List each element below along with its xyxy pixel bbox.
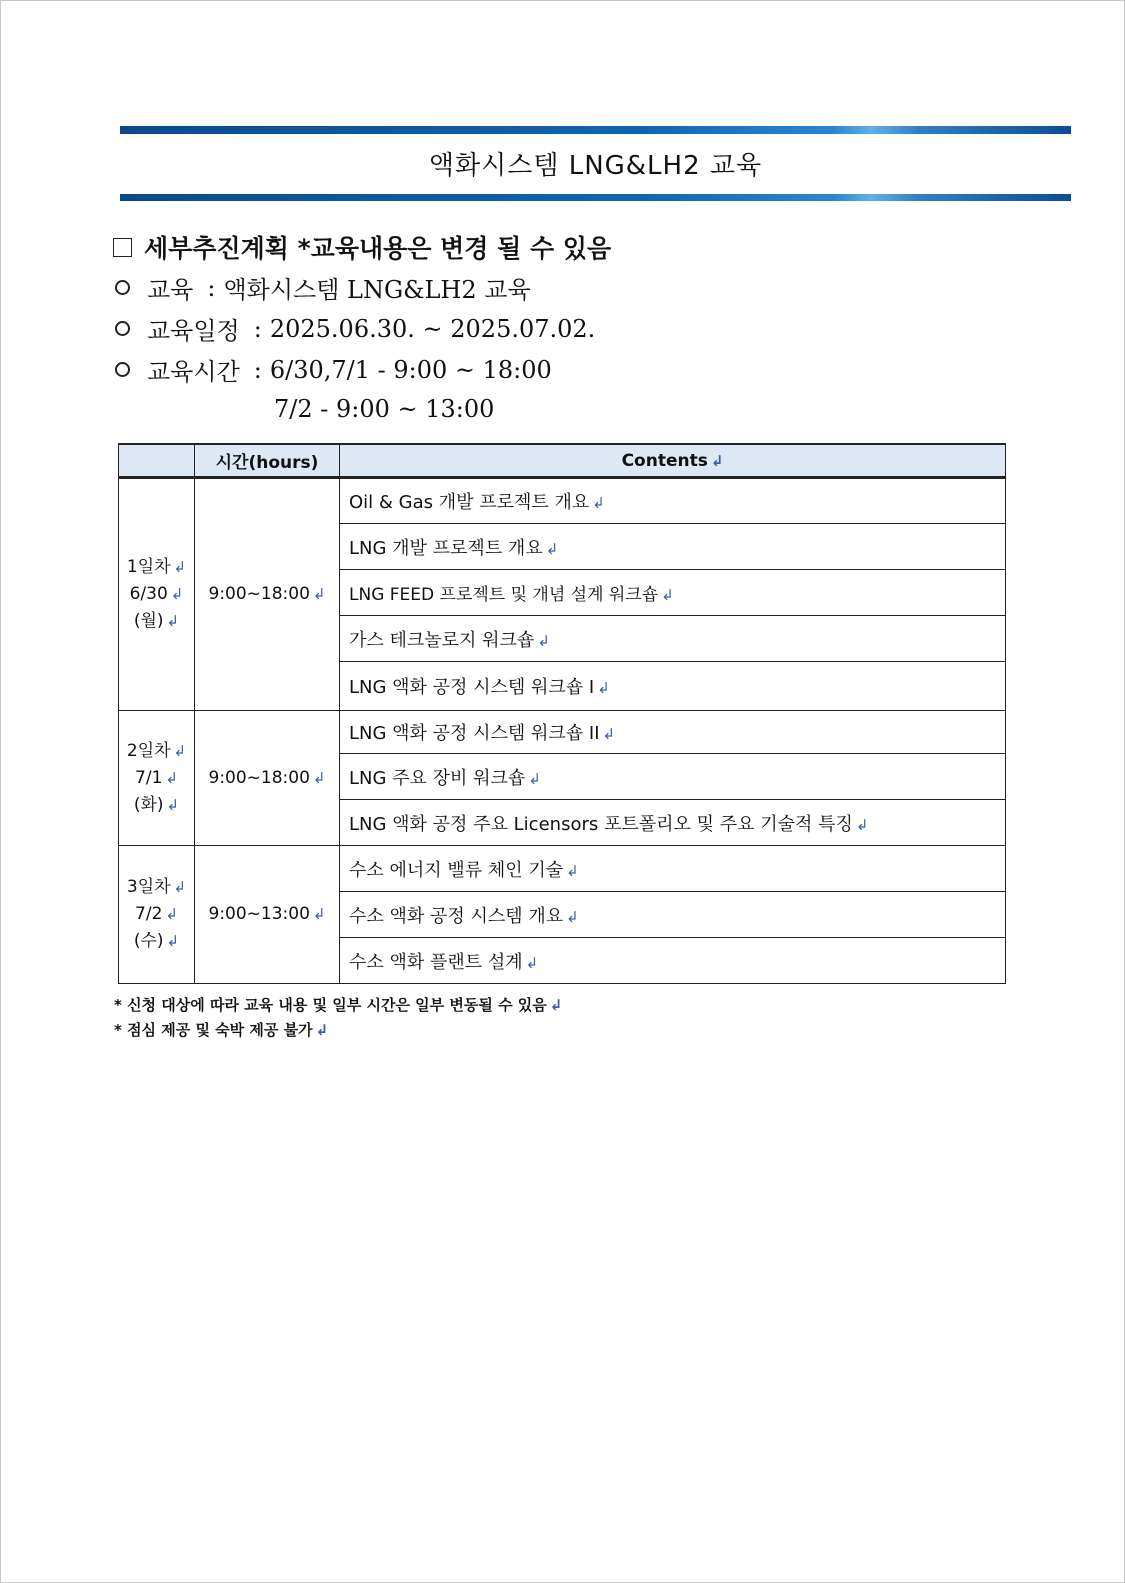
info-value: 6/30,7/1 - 9:00 ~ 18:00 — [269, 355, 552, 384]
checkbox-icon — [113, 238, 132, 257]
return-mark-icon: ↲ — [855, 815, 869, 834]
bullet-circle-icon — [115, 321, 130, 336]
time-range: 9:00~18:00 — [208, 584, 310, 604]
header-contents — [340, 444, 1006, 478]
info-label: 교육일정 — [147, 317, 240, 345]
return-mark-icon: ↲ — [710, 451, 724, 470]
return-mark-icon: ↲ — [592, 494, 605, 512]
info-separator: : — [253, 355, 262, 384]
time-cell — [195, 711, 340, 846]
content-cell — [340, 754, 1006, 800]
section-heading — [113, 229, 611, 265]
table-row — [119, 711, 1006, 754]
return-mark-icon: ↲ — [165, 905, 178, 923]
note-line — [114, 994, 562, 1015]
day-label: 3일차 — [126, 877, 171, 897]
bullet-circle-icon — [115, 362, 130, 377]
info-label: 교육 — [147, 276, 194, 304]
content-text: LNG 개발 프로젝트 개요 — [349, 537, 543, 559]
return-mark-icon: ↲ — [566, 907, 579, 926]
info-label: 교육시간 — [147, 358, 240, 386]
table-row — [119, 478, 1006, 524]
header-contents-label: Contents — [621, 450, 708, 471]
day-weekday: (화) — [133, 794, 164, 815]
day-cell — [119, 478, 195, 711]
info-line-hours-extra: 7/2 - 9:00 ~ 13:00 — [274, 395, 495, 423]
content-cell — [340, 616, 1006, 662]
info-line-course — [113, 270, 531, 305]
header-day — [119, 444, 195, 478]
header-time-label: 시간(hours) — [215, 453, 319, 473]
document-title: 액화시스템 LNG&LH2 교육 — [428, 151, 763, 181]
return-mark-icon: ↲ — [166, 932, 180, 950]
content-text: Oil & Gas 개발 프로젝트 개요 — [349, 492, 590, 513]
return-mark-icon: ↲ — [661, 586, 674, 604]
day-cell — [119, 711, 195, 846]
content-cell — [340, 478, 1006, 524]
day-date: 7/2 — [135, 904, 163, 924]
content-cell — [340, 570, 1006, 616]
schedule-table — [118, 443, 1006, 984]
content-text: LNG 주요 장비 워크숍 — [349, 767, 526, 789]
return-mark-icon: ↲ — [165, 768, 178, 787]
return-mark-icon: ↲ — [602, 725, 616, 743]
day-date: 6/30 — [129, 584, 168, 604]
time-range: 9:00~13:00 — [208, 904, 310, 924]
return-mark-icon: ↲ — [545, 539, 559, 558]
bullet-circle-icon — [115, 280, 130, 295]
content-text: 수소 액화 공정 시스템 개요 — [349, 905, 564, 927]
content-cell — [340, 662, 1006, 711]
return-mark-icon: ↲ — [525, 953, 539, 972]
return-mark-icon: ↲ — [312, 585, 326, 603]
return-mark-icon: ↲ — [166, 795, 180, 814]
day-label: 2일차 — [126, 740, 171, 761]
section-heading-text: 세부추진계획 *교육내용은 변경 될 수 있음 — [144, 234, 612, 263]
table-row — [119, 846, 1006, 892]
content-text: LNG 액화 공정 시스템 워크숍 II — [349, 723, 600, 744]
note-line — [114, 1019, 328, 1040]
return-mark-icon: ↲ — [315, 1021, 329, 1039]
info-separator: : — [207, 273, 216, 302]
return-mark-icon: ↲ — [173, 741, 187, 760]
return-mark-icon: ↲ — [549, 996, 563, 1014]
title-band-top — [120, 126, 1071, 134]
info-line-schedule — [113, 311, 595, 346]
day-weekday: (월) — [133, 611, 164, 631]
day-date: 7/1 — [135, 767, 163, 788]
time-cell — [195, 846, 340, 984]
content-cell — [340, 800, 1006, 846]
time-cell — [195, 478, 340, 711]
return-mark-icon: ↲ — [312, 768, 326, 787]
table-header-row — [119, 444, 1006, 478]
content-cell — [340, 938, 1006, 984]
return-mark-icon: ↲ — [537, 631, 550, 650]
content-text: LNG 액화 공정 주요 Licensors 포트폴리오 및 주요 기술적 특징 — [349, 813, 853, 835]
return-mark-icon: ↲ — [170, 585, 184, 603]
return-mark-icon: ↲ — [173, 878, 187, 896]
return-mark-icon: ↲ — [173, 558, 187, 576]
day-cell — [119, 846, 195, 984]
info-value: 2025.06.30. ~ 2025.07.02. — [269, 314, 596, 343]
content-cell — [340, 524, 1006, 570]
content-text: 가스 테크놀로지 워크숍 — [349, 629, 535, 651]
return-mark-icon: ↲ — [566, 861, 579, 880]
content-text: LNG 액화 공정 시스템 워크숍 I — [349, 677, 595, 698]
content-text: 수소 액화 플랜트 설계 — [349, 951, 523, 973]
title-band-bottom — [120, 194, 1071, 201]
return-mark-icon: ↲ — [528, 769, 541, 788]
return-mark-icon: ↲ — [312, 905, 326, 923]
day-label: 1일차 — [126, 557, 171, 577]
return-mark-icon: ↲ — [166, 612, 180, 630]
time-range: 9:00~18:00 — [208, 767, 310, 788]
content-text: LNG FEED 프로젝트 및 개념 설계 워크숍 — [349, 585, 659, 605]
content-cell — [340, 846, 1006, 892]
header-time — [195, 444, 340, 478]
day-weekday: (수) — [133, 931, 164, 951]
content-cell — [340, 892, 1006, 938]
info-value: 액화시스템 LNG&LH2 교육 — [223, 276, 531, 304]
info-separator: : — [253, 314, 262, 343]
content-cell — [340, 711, 1006, 754]
return-mark-icon: ↲ — [597, 679, 610, 697]
note-text: * 신청 대상에 따라 교육 내용 및 일부 시간은 일부 변동될 수 있음 — [114, 996, 547, 1014]
content-text: 수소 에너지 밸류 체인 기술 — [349, 859, 564, 881]
note-text: * 점심 제공 및 숙박 제공 불가 — [114, 1021, 313, 1039]
info-line-hours — [113, 352, 552, 387]
